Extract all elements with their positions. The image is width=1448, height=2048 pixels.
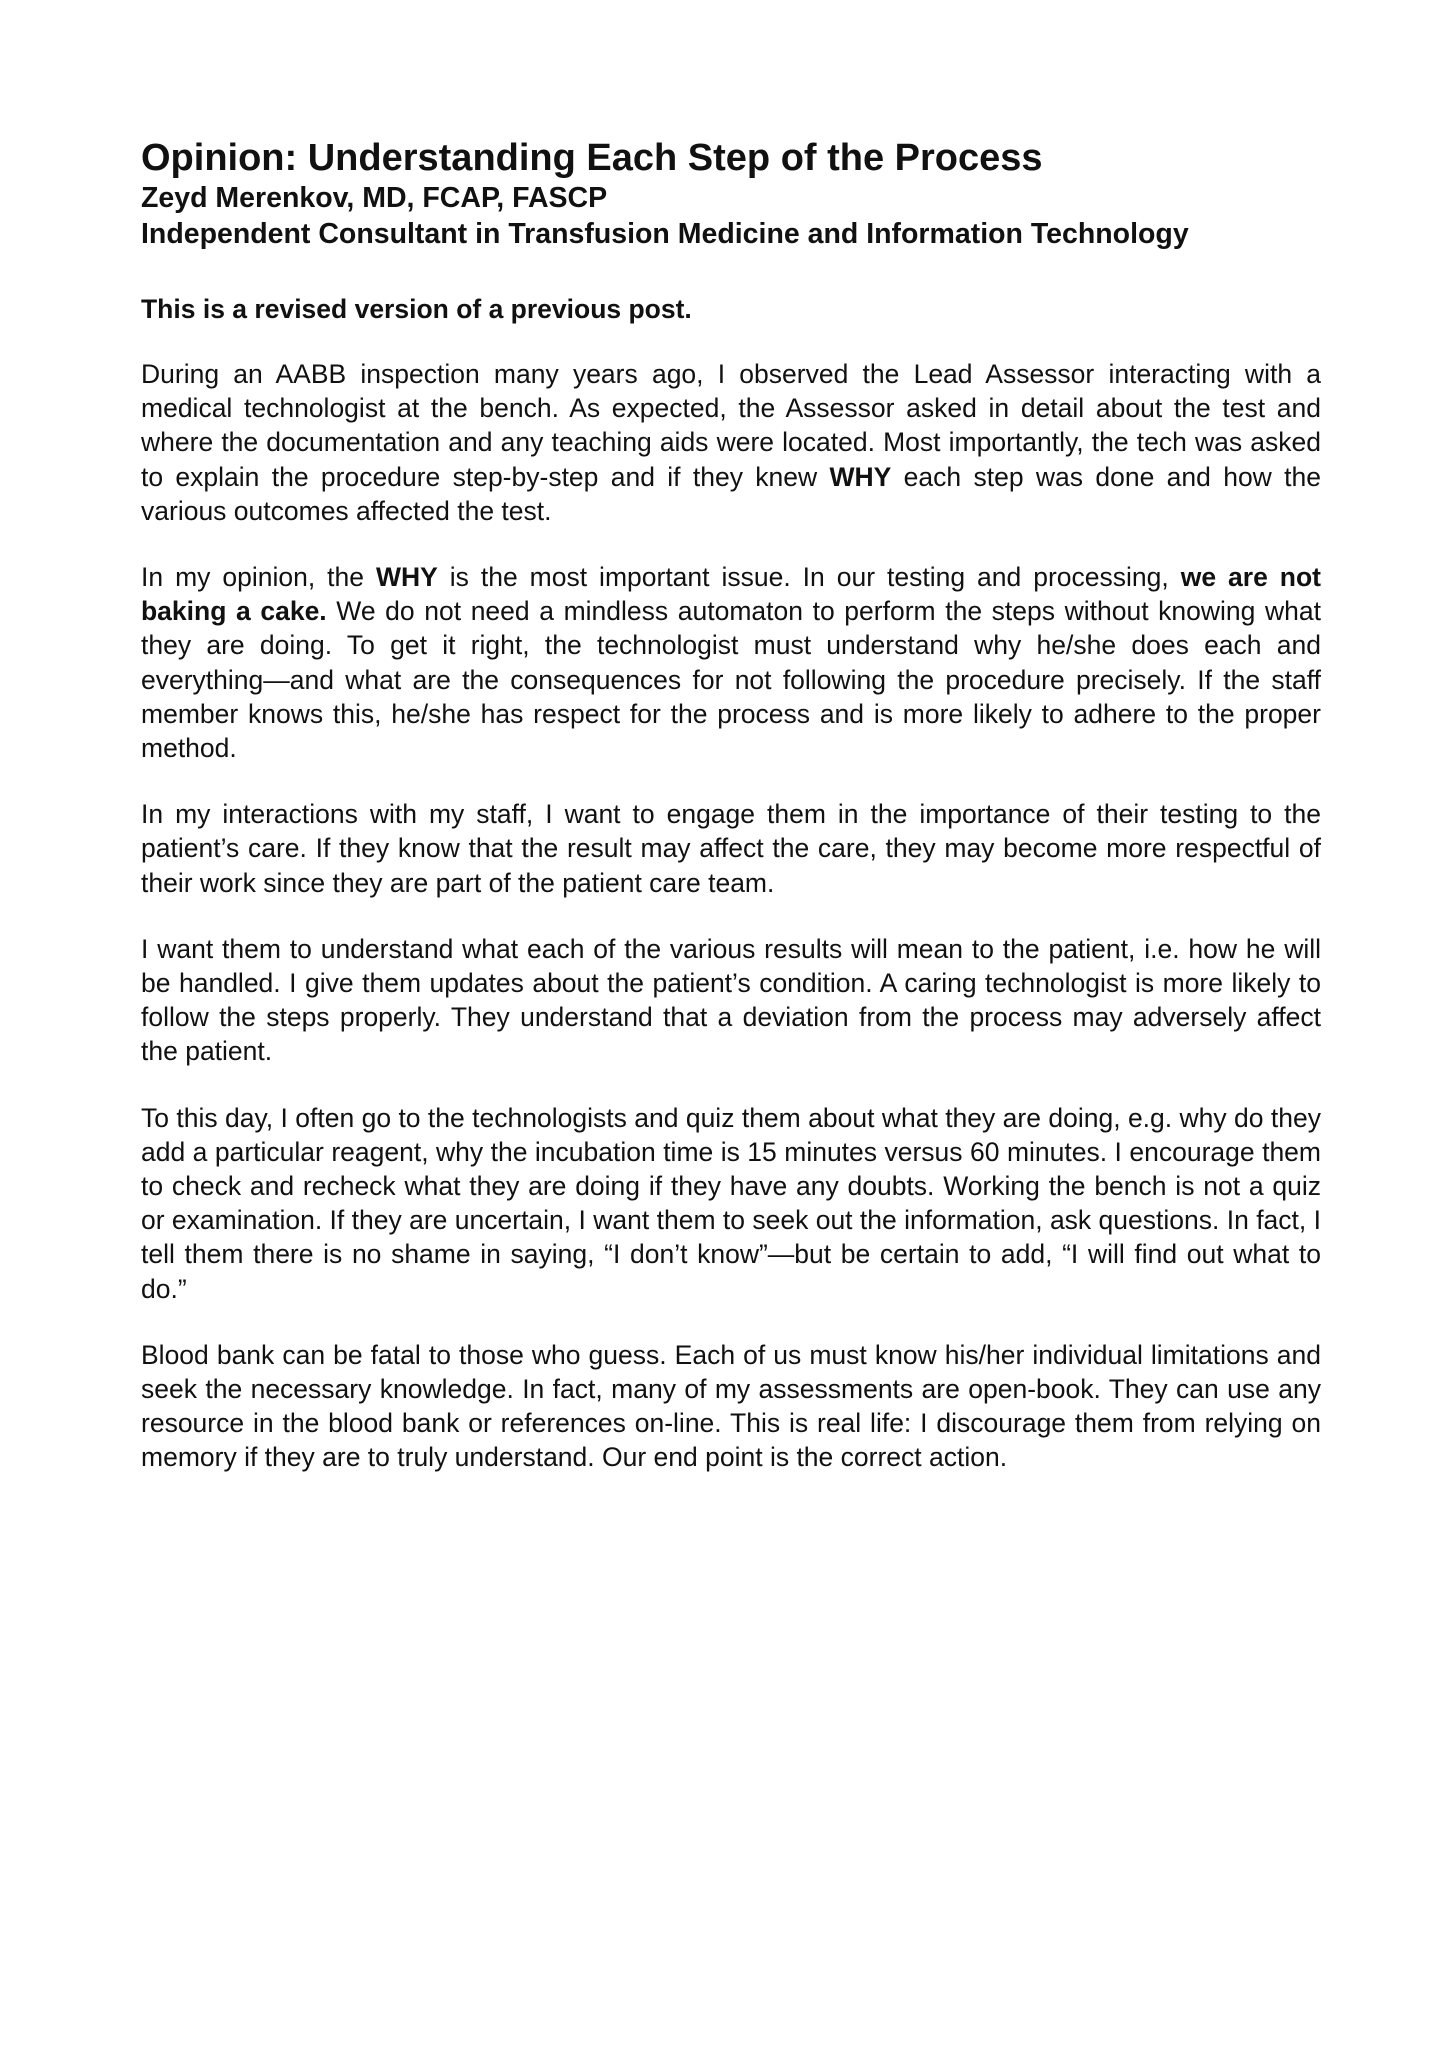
paragraph-1-text-c: each step was done and how the various outcomes affected the test.	[141, 461, 1321, 526]
revision-note: This is a revised version of a previous post.	[141, 294, 692, 324]
paragraph-1	[141, 357, 1321, 528]
document-page	[141, 136, 1321, 1475]
paragraph-2-text-e: We do not need a mindless automaton to perform the steps without knowing what they are doing. To get it right, the technologist must understand why he/she does each and everything—and what are the consequences for not following the procedure precisely. If the staff member knows this, he/she has respect for the process and is more likely to adhere to the proper method.	[141, 596, 1321, 764]
paragraph-6: Blood bank can be fatal to those who guess. Each of us must know his/her individual limitations and seek the necessary knowledge. In fact, many of my assessments are open-book. They can use any resource in the blood bank or references on-line. This is real life: I discourage them from relying on memory if they are to truly understand. Our end point is the correct action.	[141, 1339, 1321, 1473]
paragraph-2-emphasis-cake: we are not baking a cake.	[141, 562, 1321, 627]
article-title: Opinion: Understanding Each Step of the Process	[141, 137, 1043, 179]
paragraph-2-text-a: In my opinion, the	[141, 562, 376, 593]
paragraph-1-text-a: During an AABB inspection many years ago, I observed the Lead Assessor interacting with a medical technologist at the bench. As expected, the Assessor asked in detail about the test and where the documentation and any teaching aids were located. Most importantly, the tech was asked to explain the procedure step-by-step and if they knew	[141, 359, 1321, 492]
paragraph-2-text-c: is the most important issue. In our testing and processing,	[437, 562, 1181, 593]
paragraph-4: I want them to understand what each of the various results will mean to the patient, i.e. how he will be handled. I give them updates about the patient’s condition. A caring technologist is more likely to follow the steps properly. They understand that a deviation from the process may adversely affect the patient.	[141, 933, 1321, 1067]
paragraph-3: In my interactions with my staff, I want to engage them in the importance of their testing to the patient’s care. If they know that the result may affect the care, they may become more respectful of their work since they are part of the patient care team.	[141, 799, 1321, 898]
paragraph-5: To this day, I often go to the technologists and quiz them about what they are doing, e.g. why do they add a particular reagent, why the incubation time is 15 minutes versus 60 minutes. I encourage them to check and recheck what they are doing if they have any doubts. Working the bench is not a quiz or examination. If they are uncertain, I want them to seek out the information, ask questions. In fact, I tell them there is no shame in saying, “I don’t know”—but be certain to add, “I will find out what to do.”	[141, 1102, 1321, 1304]
author-line: Zeyd Merenkov, MD, FCAP, FASCP	[141, 182, 608, 214]
paragraph-1-emphasis-why: WHY	[829, 461, 892, 492]
affiliation-line: Independent Consultant in Transfusion Medicine and Information Technology	[141, 218, 1189, 250]
paragraph-2	[141, 560, 1321, 765]
paragraph-2-emphasis-why: WHY	[375, 562, 438, 593]
